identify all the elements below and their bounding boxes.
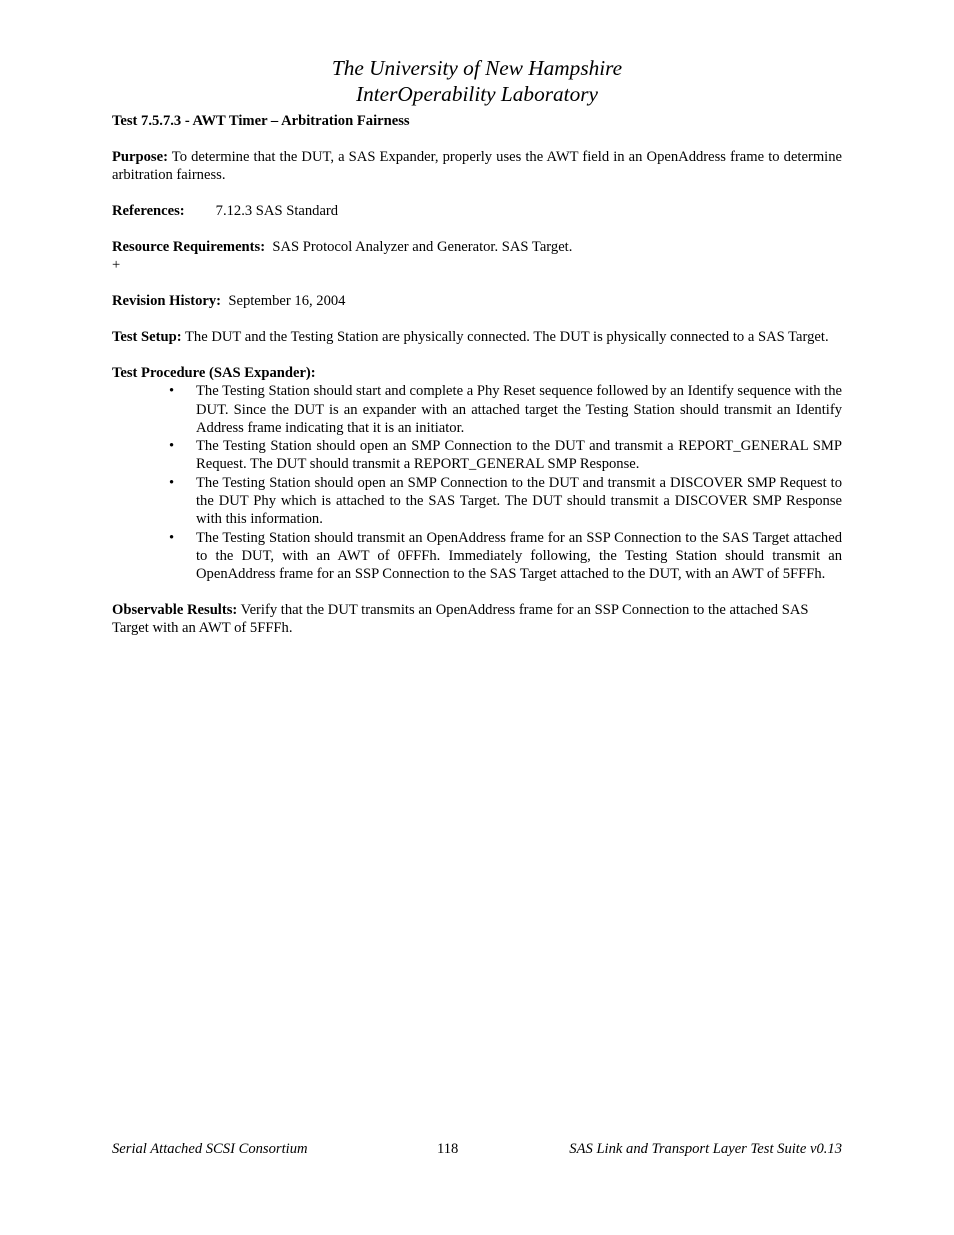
purpose-section [112, 148, 842, 185]
purpose-text: To determine that the DUT, a SAS Expander, properly uses the AWT field in an OpenAddress frame to determine arbitration fairness. [112, 148, 842, 184]
list-item [112, 437, 842, 474]
bullet-icon: • [169, 474, 175, 491]
test-procedure-list [112, 382, 842, 583]
procedure-step-text: The Testing Station should open an SMP Connection to the DUT and transmit a DISCOVER SMP Request to the DUT Phy which is attached to the SAS Target. The DUT should transmit a DISCOVER SMP Response with this information. [196, 474, 842, 528]
purpose-label: Purpose: [112, 148, 168, 165]
resource-requirements-extra: + [112, 257, 121, 274]
footer-consortium: Serial Attached SCSI Consortium [112, 1141, 308, 1157]
resource-requirements-text: SAS Protocol Analyzer and Generator. SAS Target. [272, 238, 573, 255]
test-title: Test 7.5.7.3 - AWT Timer – Arbitration Fairness [112, 113, 410, 129]
header-laboratory: InterOperability Laboratory [356, 81, 598, 106]
page-number: 118 [437, 1141, 459, 1157]
list-item [112, 474, 842, 529]
procedure-step-text: The Testing Station should start and complete a Phy Reset sequence followed by an Identify sequence with the DUT. Since the DUT is an expander with an attached target the Testing Station should transmit an Identify Address frame indicating that it is an initiator. [196, 383, 842, 436]
header-institution: The University of New Hampshire [331, 56, 623, 80]
test-setup-label: Test Setup: [112, 329, 182, 346]
list-item [112, 382, 842, 437]
resource-requirements-label: Resource Requirements: [112, 238, 266, 255]
revision-history-section [112, 292, 842, 310]
test-procedure-label: Test Procedure (SAS Expander): [112, 364, 316, 381]
bullet-icon: • [169, 438, 175, 455]
references-label: References: [112, 203, 185, 220]
procedure-step-text: The Testing Station should transmit an OpenAddress frame for an SSP Connection to the SAS Target attached to the DUT, with an AWT of 0FFFh. Immediately following, the Testing Station should transmit an OpenAddress frame for an SSP Connection to the SAS Target attached to the DUT, with an AWT of 5FFFh. [196, 529, 842, 583]
resource-requirements-section [112, 238, 842, 256]
test-setup-text: The DUT and the Testing Station are physically connected. The DUT is physically connected to a SAS Target. [185, 329, 829, 346]
revision-history-text: September 16, 2004 [228, 293, 346, 310]
document-body [112, 112, 842, 638]
list-item [112, 529, 842, 584]
references-section [112, 202, 842, 220]
page-footer [112, 1140, 842, 1160]
revision-history-label: Revision History: [112, 293, 222, 310]
observable-results-section [112, 601, 842, 638]
footer-suite-title: SAS Link and Transport Layer Test Suite v0.13 [569, 1141, 842, 1157]
page-header [0, 56, 954, 107]
bullet-icon: • [169, 529, 175, 546]
observable-results-label: Observable Results: [112, 602, 238, 619]
procedure-step-text: The Testing Station should open an SMP Connection to the DUT and transmit a REPORT_GENERAL SMP Request. The DUT should transmit a REPORT_GENERAL SMP Response. [196, 438, 842, 473]
test-setup-section [112, 328, 842, 346]
bullet-icon: • [169, 383, 175, 400]
references-text: 7.12.3 SAS Standard [215, 203, 339, 220]
observable-results-text: Verify that the DUT transmits an OpenAddress frame for an SSP Connection to the attached SAS Target with an AWT of 5FFFh. [112, 602, 809, 637]
